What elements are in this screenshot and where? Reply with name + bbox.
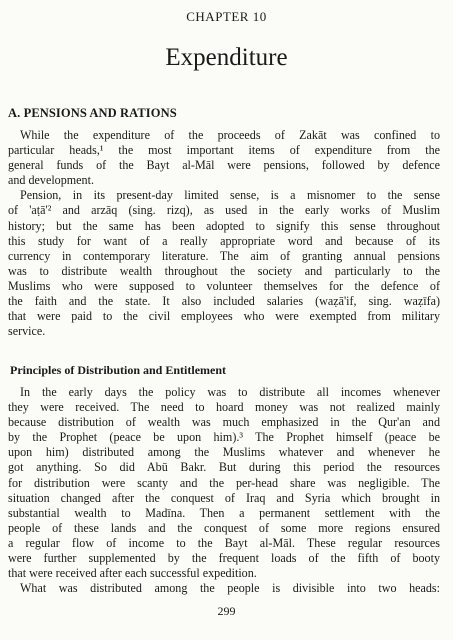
text-line: particular heads,¹ the most important items of expenditure from the xyxy=(8,143,440,158)
text-line: people of these lands and the conquest of some more regions ensured xyxy=(8,520,440,535)
page-number: 299 xyxy=(217,604,236,618)
chapter-label: CHAPTER 10 xyxy=(186,9,267,24)
text-line: a regular flow of income to the Bayt al-Māl. These regular resources xyxy=(8,535,440,550)
paragraph-block-pensions xyxy=(8,128,440,339)
text-line: substantial wealth to Madīna. Then a permanent settlement with the xyxy=(8,505,440,520)
text-line: Muslims who were supposed to volunteer themselves for the defence of xyxy=(8,278,440,293)
text-line: they were received. The need to hoard money was not realized mainly xyxy=(8,400,440,415)
chapter-title: Expenditure xyxy=(165,44,288,71)
text-line: upon him) distributed among the Muslims whatever and whenever he xyxy=(8,445,440,460)
text-line: for distribution were scanty and the per-head share was negligible. The xyxy=(8,475,440,490)
text-line: the faith and the state. It also included salaries (waẓā'if, sing. waẓīfa) xyxy=(8,294,440,309)
subsection-heading: Principles of Distribution and Entitlement xyxy=(10,363,227,377)
text-line: service. xyxy=(8,324,46,339)
text-line: by the Prophet (peace be upon him).³ The Prophet himself (peace be xyxy=(8,430,440,445)
text-line: Pension, in its present-day limited sense, is a misnomer to the sense xyxy=(20,188,440,203)
text-line: While the expenditure of the proceeds of Zakāt was confined to xyxy=(20,128,440,142)
text-line: currency in contemporary literature. The aim of granting annual pensions xyxy=(8,248,440,263)
section-heading: A. PENSIONS AND RATIONS xyxy=(8,106,177,120)
text-line: were further supplemented by the frequent loads of the fifth of booty xyxy=(8,551,440,566)
text-line: general funds of the Bayt al-Māl were pensions, followed by defence xyxy=(8,158,440,173)
text-line: situation changed after the conquest of Iraq and Syria which brought in xyxy=(8,490,440,505)
text-line: got anything. So did Abū Bakr. But during this period the resources xyxy=(8,460,440,475)
text-line: history; but the same has been adopted to signify this sense throughout xyxy=(8,218,440,233)
text-line: that were received after each successful expedition. xyxy=(8,566,257,581)
paragraph-block-distribution xyxy=(8,385,440,596)
text-line: this study for want of a really appropriate word and because of its xyxy=(8,233,440,248)
text-line: was to distribute wealth throughout the society and particularly to the xyxy=(8,263,440,278)
text-line: of 'aṭā'² and arzāq (sing. rizq), as used in the early works of Muslim xyxy=(8,203,440,218)
text-line: What was distributed among the people is divisible into two heads: xyxy=(20,581,440,596)
text-line: and development. xyxy=(8,173,94,188)
text-line: that were paid to the civil employees who were exempted from military xyxy=(8,309,440,324)
text-line: because distribution of wealth was much emphasized in the Qur'an and xyxy=(8,415,440,430)
text-line: In the early days the policy was to distribute all incomes whenever xyxy=(20,385,440,399)
